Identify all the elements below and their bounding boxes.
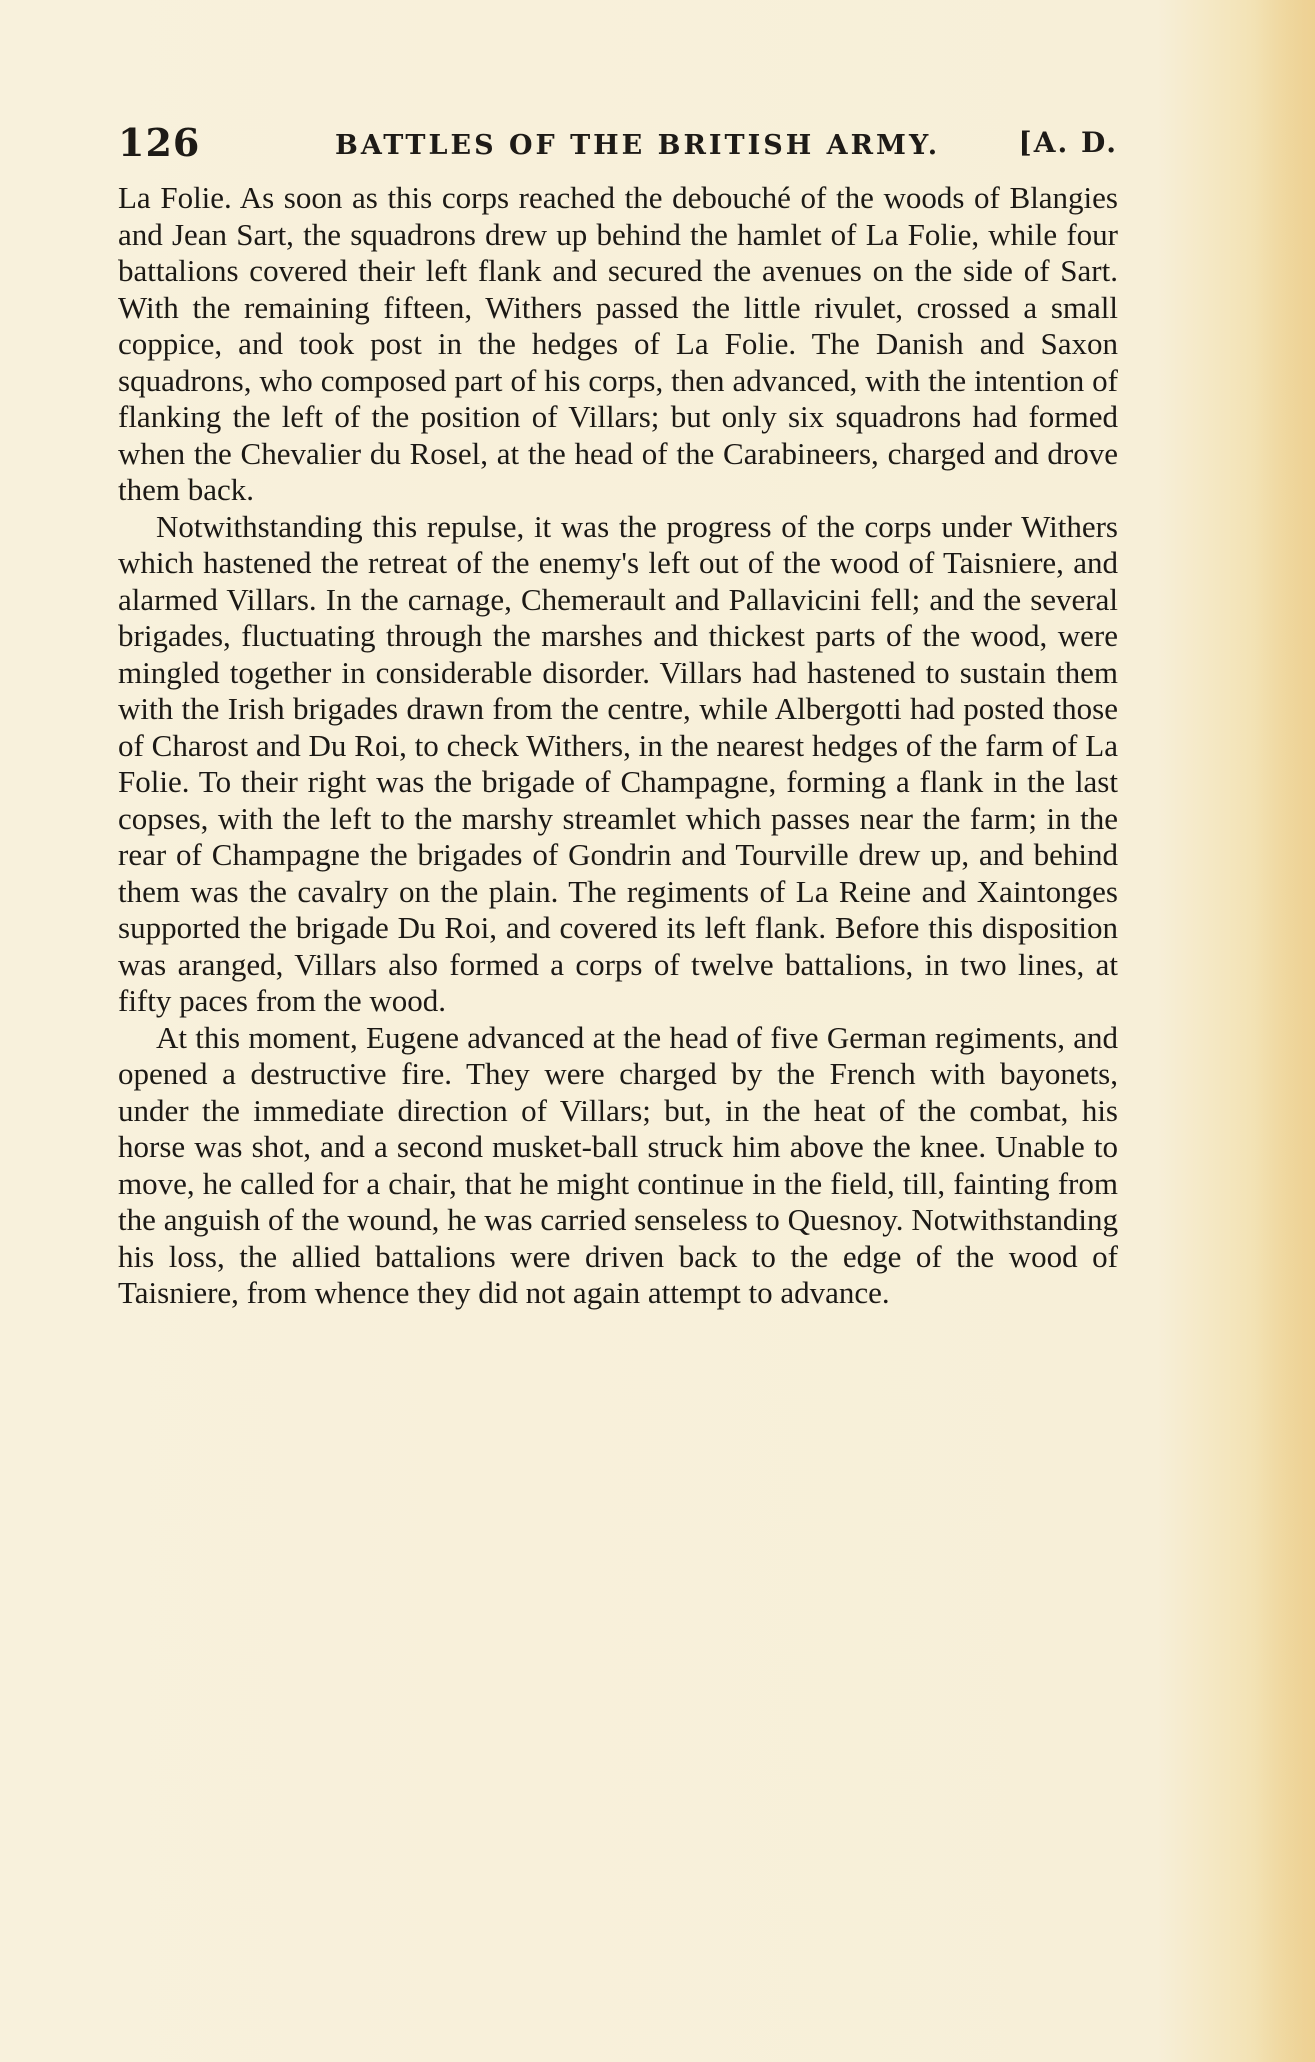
- running-header: [118, 120, 1118, 170]
- running-title: BATTLES OF THE BRITISH ARMY.: [335, 130, 941, 161]
- body-text: [118, 180, 1118, 1312]
- paragraph-2: Notwithstanding this repulse, it was the progress of the corps under Withers which hastened the retreat of the enemy's left out of the wood of Taisniere, and alarmed Villars. In the carnage, Chemerault and Pallavicini fell; and the several brigades, fluctuating through the marshes and thickest parts of the wood, were mingled together in considerable disorder. Villars had hastened to sustain them with the Irish brigades drawn from the centre, while Albergotti had posted those of Charost and Du Roi, to check Withers, in the nearest hedges of the farm of La Folie. To their right was the brigade of Champagne, forming a flank in the last copses, with the left to the marshy streamlet which passes near the farm; in the rear of Champagne the brigades of Gondrin and Tourville drew up, and behind them was the cavalry on the plain. The regiments of La Reine and Xaintonges supported the brigade Du Roi, and covered its left flank. Before this disposition was aranged, Villars also formed a corps of twelve battalions, in two lines, at fifty paces from the wood.: [118, 508, 1118, 1018]
- paragraph-3: At this moment, Eugene advanced at the head of five German regiments, and opened a destructive fire. They were charged by the French with bayonets, under the immediate direction of Villars; but, in the heat of the combat, his horse was shot, and a second musket-ball struck him above the knee. Unable to move, he called for a chair, that he might continue in the field, till, fainting from the anguish of the wound, he was carried senseless to Quesnoy. Notwithstanding his loss, the allied battalions were driven back to the edge of the wood of Taisniere, from whence they did not again attempt to advance.: [118, 1019, 1118, 1310]
- paragraph-1: La Folie. As soon as this corps reached the debouché of the woods of Blangies and Jean Sart, the squadrons drew up behind the hamlet of La Folie, while four battalions covered their left flank and secured the avenues on the side of Sart. With the remaining fifteen, Withers passed the little rivulet, crossed a small coppice, and took post in the hedges of La Folie. The Danish and Saxon squadrons, who composed part of his corps, then advanced, with the intention of flanking the left of the position of Villars; but only six squadrons had formed when the Chevalier du Rosel, at the head of the Carabineers, charged and drove them back.: [118, 180, 1118, 507]
- page-edge-shading: [1255, 0, 1315, 2062]
- page-number: 126: [118, 120, 201, 165]
- section-reference: [A. D.: [1018, 126, 1118, 159]
